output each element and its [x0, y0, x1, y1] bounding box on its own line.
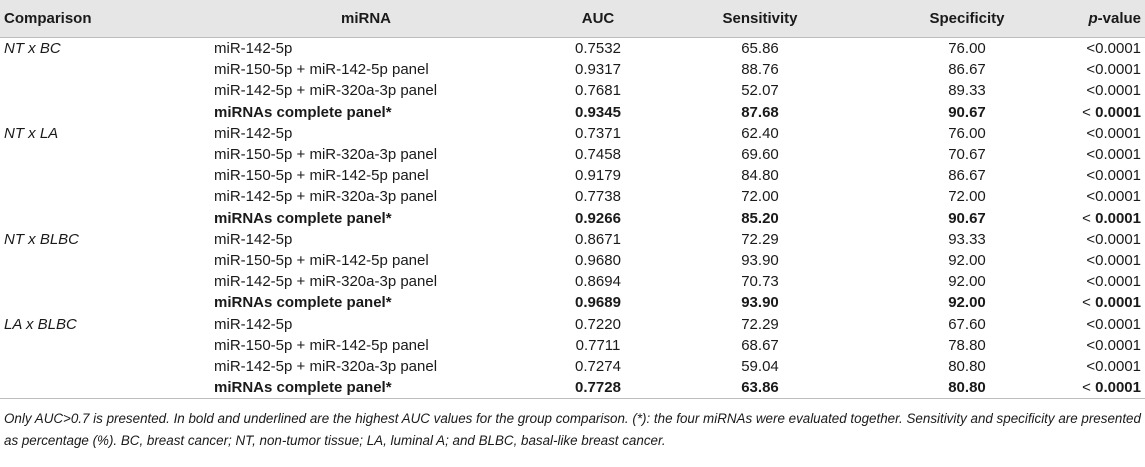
cell-pvalue [1078, 123, 1145, 144]
header-pvalue [1078, 0, 1145, 38]
cell-comparison: LA x BLBC [4, 315, 77, 333]
pvalue-number: <0.0001 [1086, 357, 1141, 375]
cell-pvalue [1078, 250, 1145, 271]
cell-auc: 0.7532 [575, 40, 621, 58]
cell-sensitivity: 72.00 [741, 188, 779, 206]
cell-specificity: 76.00 [948, 124, 986, 142]
cell-sensitivity: 87.68 [741, 103, 779, 121]
cell-pvalue [1078, 186, 1145, 207]
pvalue-number: 0.0001 [1095, 209, 1141, 227]
table-row [0, 80, 1145, 101]
cell-sensitivity: 65.86 [741, 40, 779, 58]
cell-auc: 0.7711 [575, 336, 621, 354]
cell-mirna: miR-150-5p + miR-142-5p panel [214, 336, 429, 354]
cell-mirna: miR-142-5p [214, 40, 293, 58]
cell-pvalue [1078, 335, 1145, 356]
cell-pvalue [1078, 80, 1145, 101]
cell-pvalue [1078, 377, 1145, 399]
pvalue-number: <0.0001 [1086, 40, 1141, 58]
table-row [0, 38, 1145, 60]
cell-sensitivity: 70.73 [741, 273, 779, 291]
table-body [0, 38, 1145, 399]
cell-auc: 0.7738 [575, 188, 621, 206]
table-row [0, 123, 1145, 144]
cell-auc: 0.8694 [575, 273, 621, 291]
cell-sensitivity: 68.67 [741, 336, 779, 354]
cell-specificity: 92.00 [948, 273, 986, 291]
pvalue-prefix: < [1082, 294, 1096, 312]
table-footnote: Only AUC>0.7 is presented. In bold and underlined are the highest AUC values for the group comparison. (*): the four miRNAs were evaluated together. Sensitivity and specificity are presented as percentage (%). BC, breast cancer; NT, non-tumor tissue; LA, luminal A; and BLBC, basal-like breast cancer. [4, 411, 1141, 449]
cell-comparison [0, 102, 200, 123]
cell-comparison: NT x LA [4, 124, 59, 142]
cell-pvalue [1078, 165, 1145, 186]
pvalue-number: 0.0001 [1095, 379, 1141, 397]
cell-specificity: 72.00 [948, 188, 986, 206]
cell-mirna: miRNAs complete panel* [214, 209, 392, 227]
header-mirna: miRNA [200, 0, 532, 38]
table-row [0, 250, 1145, 271]
table-header-row [0, 0, 1145, 38]
cell-auc: 0.7458 [575, 146, 621, 164]
cell-sensitivity: 69.60 [741, 146, 779, 164]
cell-sensitivity: 59.04 [741, 357, 779, 375]
cell-auc: 0.9266 [575, 209, 621, 227]
cell-specificity: 93.33 [948, 230, 986, 248]
table-row [0, 59, 1145, 80]
cell-comparison [0, 165, 200, 186]
cell-specificity: 92.00 [948, 251, 986, 269]
pvalue-number: 0.0001 [1095, 103, 1141, 121]
pvalue-prefix: < [1082, 379, 1096, 397]
pvalue-number: <0.0001 [1086, 146, 1141, 164]
cell-auc: 0.9689 [575, 294, 621, 312]
pvalue-number: <0.0001 [1086, 251, 1141, 269]
pvalue-number: <0.0001 [1086, 167, 1141, 185]
cell-comparison [0, 208, 200, 229]
cell-mirna: miR-142-5p + miR-320a-3p panel [214, 357, 438, 375]
cell-pvalue [1078, 102, 1145, 123]
cell-pvalue [1078, 59, 1145, 80]
cell-mirna: miR-142-5p + miR-320a-3p panel [214, 273, 438, 291]
cell-comparison [0, 186, 200, 207]
cell-mirna: miR-150-5p + miR-320a-3p panel [214, 146, 438, 164]
cell-sensitivity: 84.80 [741, 167, 779, 185]
table-row [0, 165, 1145, 186]
cell-auc: 0.7728 [532, 377, 664, 399]
pvalue-number: <0.0001 [1086, 336, 1141, 354]
cell-mirna: miRNAs complete panel* [214, 294, 392, 312]
pvalue-number: <0.0001 [1086, 82, 1141, 100]
cell-comparison [0, 80, 200, 101]
cell-specificity: 86.67 [948, 167, 986, 185]
cell-mirna: miR-150-5p + miR-142-5p panel [214, 167, 429, 185]
pvalue-number: <0.0001 [1086, 124, 1141, 142]
header-auc: AUC [532, 0, 664, 38]
table-row [0, 335, 1145, 356]
cell-mirna: miR-142-5p [214, 124, 293, 142]
pvalue-number: <0.0001 [1086, 188, 1141, 206]
cell-comparison [0, 59, 200, 80]
pvalue-number: <0.0001 [1086, 230, 1141, 248]
cell-specificity: 80.80 [948, 357, 986, 375]
cell-comparison [0, 144, 200, 165]
cell-pvalue [1078, 313, 1145, 334]
cell-sensitivity: 72.29 [741, 315, 779, 333]
table-row [0, 102, 1145, 123]
cell-auc: 0.9345 [575, 103, 621, 121]
cell-comparison [0, 377, 200, 399]
cell-specificity: 67.60 [948, 315, 986, 333]
cell-specificity: 90.67 [948, 103, 986, 121]
cell-pvalue [1078, 229, 1145, 250]
cell-sensitivity: 93.90 [741, 294, 779, 312]
cell-mirna: miR-150-5p + miR-142-5p panel [214, 251, 429, 269]
cell-auc: 0.7681 [575, 82, 621, 100]
cell-sensitivity: 62.40 [741, 124, 779, 142]
cell-auc: 0.9179 [575, 167, 621, 185]
cell-comparison [0, 271, 200, 292]
pvalue-number: <0.0001 [1086, 273, 1141, 291]
cell-auc: 0.7371 [575, 124, 621, 142]
cell-mirna: miR-142-5p [214, 230, 293, 248]
cell-auc: 0.9680 [575, 251, 621, 269]
cell-specificity: 92.00 [948, 294, 986, 312]
table-row [0, 271, 1145, 292]
cell-specificity: 78.80 [948, 336, 986, 354]
cell-auc: 0.9317 [575, 61, 621, 79]
cell-sensitivity: 63.86 [664, 377, 856, 399]
cell-mirna: miRNAs complete panel* [214, 103, 392, 121]
header-sensitivity: Sensitivity [664, 0, 856, 38]
cell-auc: 0.8671 [575, 230, 621, 248]
cell-pvalue [1078, 38, 1145, 60]
pvalue-prefix: < [1082, 103, 1096, 121]
cell-sensitivity: 93.90 [741, 251, 779, 269]
cell-comparison: NT x BC [4, 40, 61, 58]
cell-sensitivity: 52.07 [741, 82, 779, 100]
cell-pvalue [1078, 208, 1145, 229]
table-row [0, 144, 1145, 165]
table-row [0, 229, 1145, 250]
cell-mirna: miR-142-5p + miR-320a-3p panel [214, 82, 438, 100]
cell-mirna: miR-142-5p + miR-320a-3p panel [214, 188, 438, 206]
table-row [0, 186, 1145, 207]
table-row [0, 313, 1145, 334]
cell-specificity: 86.67 [948, 61, 986, 79]
cell-comparison [0, 250, 200, 271]
cell-pvalue [1078, 292, 1145, 313]
cell-mirna: miR-142-5p [214, 315, 293, 333]
cell-pvalue [1078, 356, 1145, 377]
cell-sensitivity: 88.76 [741, 61, 779, 79]
cell-comparison [0, 356, 200, 377]
pvalue-number: 0.0001 [1095, 294, 1141, 312]
header-pvalue-italic: p [1088, 10, 1098, 27]
cell-mirna: miR-150-5p + miR-142-5p panel [214, 61, 429, 79]
pvalue-number: <0.0001 [1086, 315, 1141, 333]
header-comparison: Comparison [0, 0, 200, 38]
cell-specificity: 89.33 [948, 82, 986, 100]
cell-pvalue [1078, 144, 1145, 165]
cell-comparison [0, 292, 200, 313]
table-row [0, 356, 1145, 377]
cell-specificity: 80.80 [856, 377, 1078, 399]
header-pvalue-rest: -value [1097, 10, 1141, 27]
cell-comparison: NT x BLBC [4, 230, 80, 248]
table-row [0, 292, 1145, 313]
cell-specificity: 90.67 [948, 209, 986, 227]
header-specificity: Specificity [856, 0, 1078, 38]
cell-comparison [0, 335, 200, 356]
pvalue-number: <0.0001 [1086, 61, 1141, 79]
pvalue-prefix: < [1082, 209, 1096, 227]
cell-sensitivity: 85.20 [741, 209, 779, 227]
table-row [0, 208, 1145, 229]
table-row [0, 377, 1145, 399]
cell-specificity: 76.00 [948, 40, 986, 58]
cell-auc: 0.7220 [575, 315, 621, 333]
cell-auc: 0.7274 [575, 357, 621, 375]
cell-pvalue [1078, 271, 1145, 292]
cell-mirna: miRNAs complete panel* [200, 377, 532, 399]
cell-specificity: 70.67 [948, 146, 986, 164]
cell-sensitivity: 72.29 [741, 230, 779, 248]
